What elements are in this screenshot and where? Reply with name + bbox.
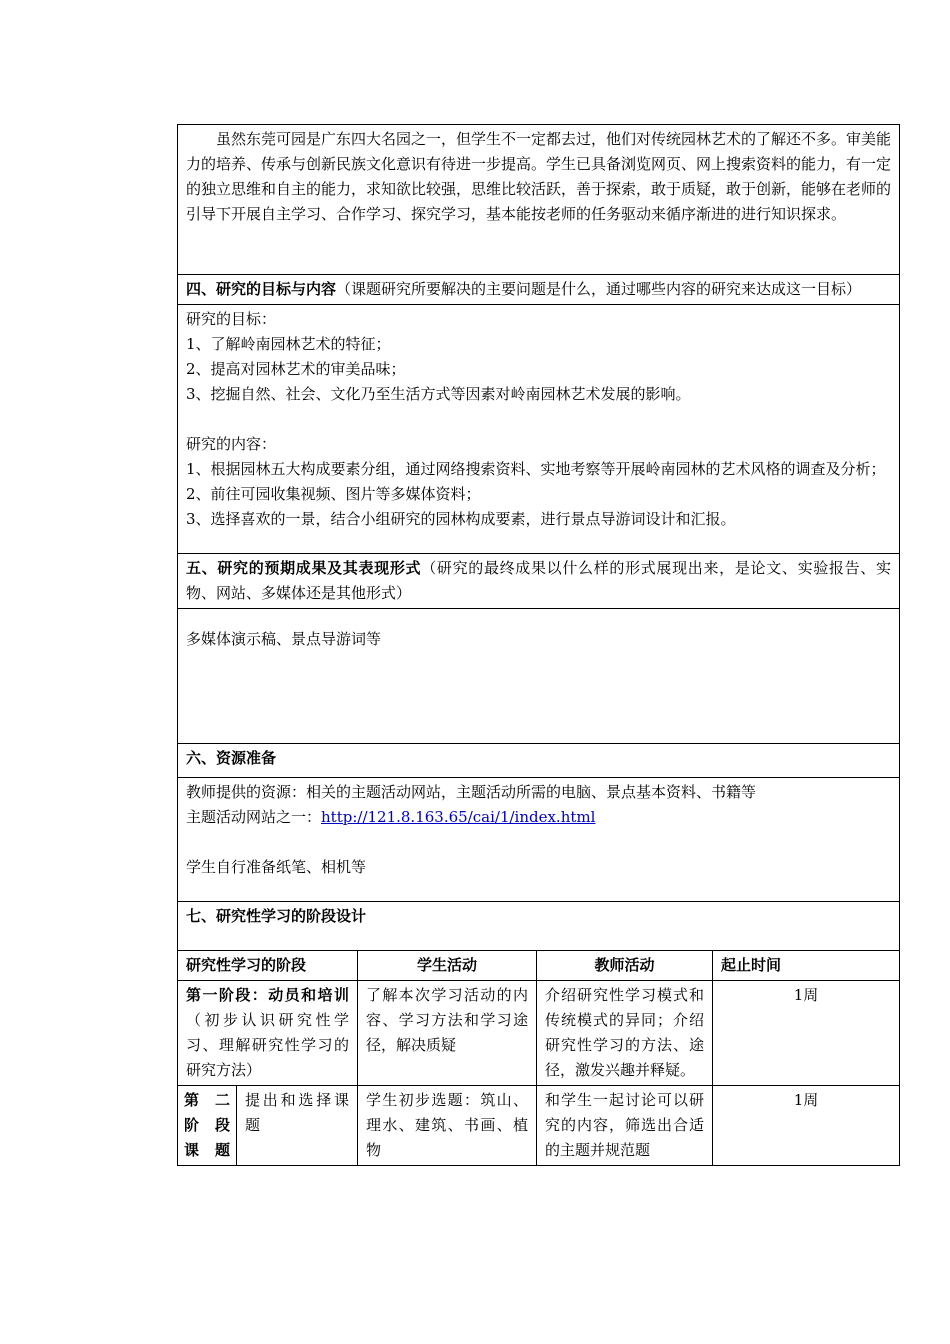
goal-item: 1、了解岭南园林艺术的特征；: [186, 335, 391, 353]
website-label: 主题活动网站之一：: [186, 808, 322, 826]
section7-heading-row: [178, 902, 900, 951]
section5-heading-row: [178, 554, 900, 609]
stage2-time: 1周: [713, 1086, 900, 1166]
stage2-student: 学生初步选题：筑山、理水、建筑、书画、植物: [358, 1086, 537, 1166]
section5-body-row: [178, 609, 900, 744]
section6-heading-row: [178, 744, 900, 778]
section5-note: （研究的最终成果以什么样的形式展现出来，是论文、实验报告、实物、网站、多媒体还是其他形式）: [186, 559, 891, 602]
stage1-title: 第一阶段：动员和培训: [186, 986, 349, 1004]
stage1-time: 1周: [713, 981, 900, 1086]
section6-heading: 六、资源准备: [186, 749, 277, 767]
section6-body-row: [178, 778, 900, 902]
student-resources: 学生自行准备纸笔、相机等: [186, 858, 367, 876]
stage2-teacher: 和学生一起讨论可以研究的内容，筛选出合适的主题并规范题: [537, 1086, 713, 1166]
section7-heading: 七、研究性学习的阶段设计: [186, 907, 367, 925]
content-item: 3、选择喜欢的一景，结合小组研究的园林构成要素，进行景点导游词设计和汇报。: [186, 510, 736, 528]
col-stage: 研究性学习的阶段: [178, 951, 358, 981]
stage1-desc: （初步认识研究性学习、理解研究性学习的研究方法）: [186, 1011, 349, 1079]
goals-title: 研究的目标：: [186, 310, 277, 328]
content-item: 2、前往可园收集视频、图片等多媒体资料；: [186, 485, 481, 503]
content-title: 研究的内容：: [186, 435, 277, 453]
stage2-label: 第二 阶段 课题: [178, 1086, 237, 1166]
stage1-row: [178, 981, 900, 1086]
plan-table: [177, 124, 900, 1166]
section5-heading: 五、研究的预期成果及其表现形式: [186, 559, 422, 577]
col-teacher-activity: 教师活动: [537, 951, 713, 981]
section5-body: 多媒体演示稿、景点导游词等: [186, 630, 382, 648]
content-item: 1、根据园林五大构成要素分组，通过网络搜索资料、实地考察等开展岭南园林的艺术风格的调查及分析；: [186, 460, 886, 478]
stage1-teacher: 介绍研究性学习模式和传统模式的异同；介绍研究性学习的方法、途径，激发兴趣并释疑。: [537, 981, 713, 1086]
section4-note: （课题研究所要解决的主要问题是什么，通过哪些内容的研究来达成这一目标）: [336, 280, 862, 298]
website-line: [186, 805, 891, 830]
teacher-resources: 教师提供的资源：相关的主题活动网站，主题活动所需的电脑、景点基本资料、书籍等: [186, 783, 757, 801]
goal-item: 3、挖掘自然、社会、文化乃至生活方式等因素对岭南园林艺术发展的影响。: [186, 385, 691, 403]
col-time: 起止时间: [713, 951, 900, 981]
document-page: [177, 124, 899, 1166]
intro-row: [178, 125, 900, 275]
section4-heading: 四、研究的目标与内容: [186, 280, 337, 298]
stage-table-header: [178, 951, 900, 981]
goal-item: 2、提高对园林艺术的审美品味；: [186, 360, 406, 378]
stage1-student: 了解本次学习活动的内容、学习方法和学习途径，解决质疑: [358, 981, 537, 1086]
intro-paragraph: 虽然东莞可园是广东四大名园之一，但学生不一定都去过，他们对传统园林艺术的了解还不多。审美能力的培养、传承与创新民族文化意识有待进一步提高。学生已具备浏览网页、网上搜索资料的能力，有一定的独立思维和自主的能力，求知欲比较强，思维比较活跃，善于探索，敢于质疑，敢于创新，能够在老师的引导下开展自主学习、合作学习、探究学习，基本能按老师的任务驱动来循序渐进的进行知识探求。: [186, 130, 892, 223]
website-link[interactable]: http://121.8.163.65/cai/1/index.html: [321, 808, 596, 826]
col-student-activity: 学生活动: [358, 951, 537, 981]
stage2-row: [178, 1086, 900, 1166]
section4-body-row: [178, 305, 900, 554]
stage2-sub: 提出和选择课题: [237, 1086, 358, 1166]
section4-heading-row: [178, 275, 900, 305]
